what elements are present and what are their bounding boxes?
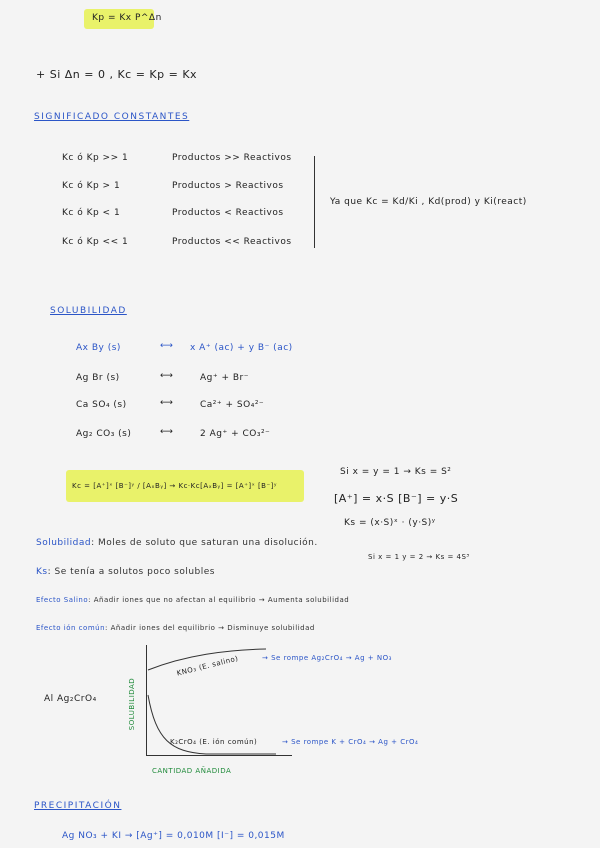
upper-curve-label: KNO₃ (E. salino)	[175, 654, 240, 678]
const-row-right: Productos << Reactivos	[172, 237, 292, 247]
definition-text: : Añadir iones del equilibrio → Disminuye solubilidad	[105, 624, 315, 632]
precipitacion-heading: PRECIPITACIÓN	[34, 801, 122, 811]
const-row-left: Kc ó Kp < 1	[62, 208, 121, 218]
reaction-left: Ag Br (s)	[76, 373, 120, 383]
reaction-right: Ca²⁺ + SO₄²⁻	[200, 400, 265, 410]
const-row-right: Productos < Reactivos	[172, 208, 284, 218]
lower-curve-arrow: → Se rompe K + CrO₄ → Ag + CrO₄	[282, 738, 419, 746]
const-row-right: Productos > Reactivos	[172, 181, 284, 191]
definition-text: : Se tenía a solutos poco solubles	[47, 567, 215, 577]
definition-term: Ks	[36, 567, 48, 577]
definition-text: : Añadir iones que no afectan al equilibrio → Aumenta solubilidad	[88, 596, 350, 604]
lower-curve-label: K₂CrO₄ (E. ión común)	[170, 738, 258, 746]
definition-term: Efecto ión común	[36, 624, 106, 632]
const-row-left: Kc ó Kp << 1	[62, 237, 129, 247]
ks-line: Si x = 1 y = 2 → Ks = 4S³	[368, 553, 470, 561]
kc-note: Ya que Kc = Kd/Ki , Kd(prod) y Ki(react)	[330, 197, 527, 207]
brace	[306, 156, 315, 248]
graph-left-label: Al Ag₂CrO₄	[44, 694, 97, 704]
precipitacion-line: Ag NO₃ + KI → [Ag⁺] = 0,010M [I⁻] = 0,015M	[62, 831, 285, 841]
reaction-left: Ag₂ CO₃ (s)	[76, 429, 132, 439]
reaction-arrow: ⟷	[160, 341, 174, 351]
definition	[36, 538, 318, 548]
ks-line: Ks = (x·S)ˣ · (y·S)ʸ	[344, 518, 436, 528]
graph-xlabel: CANTIDAD AÑADIDA	[152, 767, 232, 775]
significado-heading: SIGNIFICADO CONSTANTES	[34, 112, 190, 122]
ks-line: [A⁺] = x·S [B⁻] = y·S	[334, 492, 459, 505]
top-formula: Kp = Kx P^Δn	[92, 13, 162, 23]
reaction-right: 2 Ag⁺ + CO₃²⁻	[200, 429, 271, 439]
reaction-arrow: ⟷	[160, 371, 174, 381]
reaction-right: x A⁺ (ac) + y B⁻ (ac)	[190, 343, 293, 353]
const-row-right: Productos >> Reactivos	[172, 153, 292, 163]
definition	[36, 567, 215, 577]
definition-text: : Moles de soluto que saturan una disolución.	[91, 538, 318, 548]
reaction-left: Ca SO₄ (s)	[76, 400, 127, 410]
reaction-arrow: ⟷	[160, 427, 174, 437]
definition-term: Efecto Salino	[36, 596, 89, 604]
reaction-right: Ag⁺ + Br⁻	[200, 373, 250, 383]
definition	[36, 596, 349, 604]
ks-line: Si x = y = 1 → Ks = S²	[340, 467, 452, 477]
reaction-arrow: ⟷	[160, 398, 174, 408]
definition-term: Solubilidad	[36, 538, 92, 548]
kc-formula: Kc = [A⁺]ˣ [B⁻]ʸ / [AₓBᵧ] → Kc·Kc[AₓBᵧ] = [A⁺]ˣ [B⁻]ʸ	[72, 482, 278, 490]
graph-ylabel: SOLUBILIDAD	[128, 677, 137, 731]
si-delta-n-line: + Si Δn = 0 , Kc = Kp = Kx	[36, 68, 198, 81]
upper-curve-arrow: → Se rompe Ag₂CrO₄ → Ag + NO₃	[262, 654, 392, 662]
reaction-left: Ax By (s)	[76, 343, 121, 353]
solubilidad-heading: SOLUBILIDAD	[50, 306, 127, 316]
definition	[36, 624, 315, 632]
const-row-left: Kc ó Kp >> 1	[62, 153, 129, 163]
const-row-left: Kc ó Kp > 1	[62, 181, 121, 191]
